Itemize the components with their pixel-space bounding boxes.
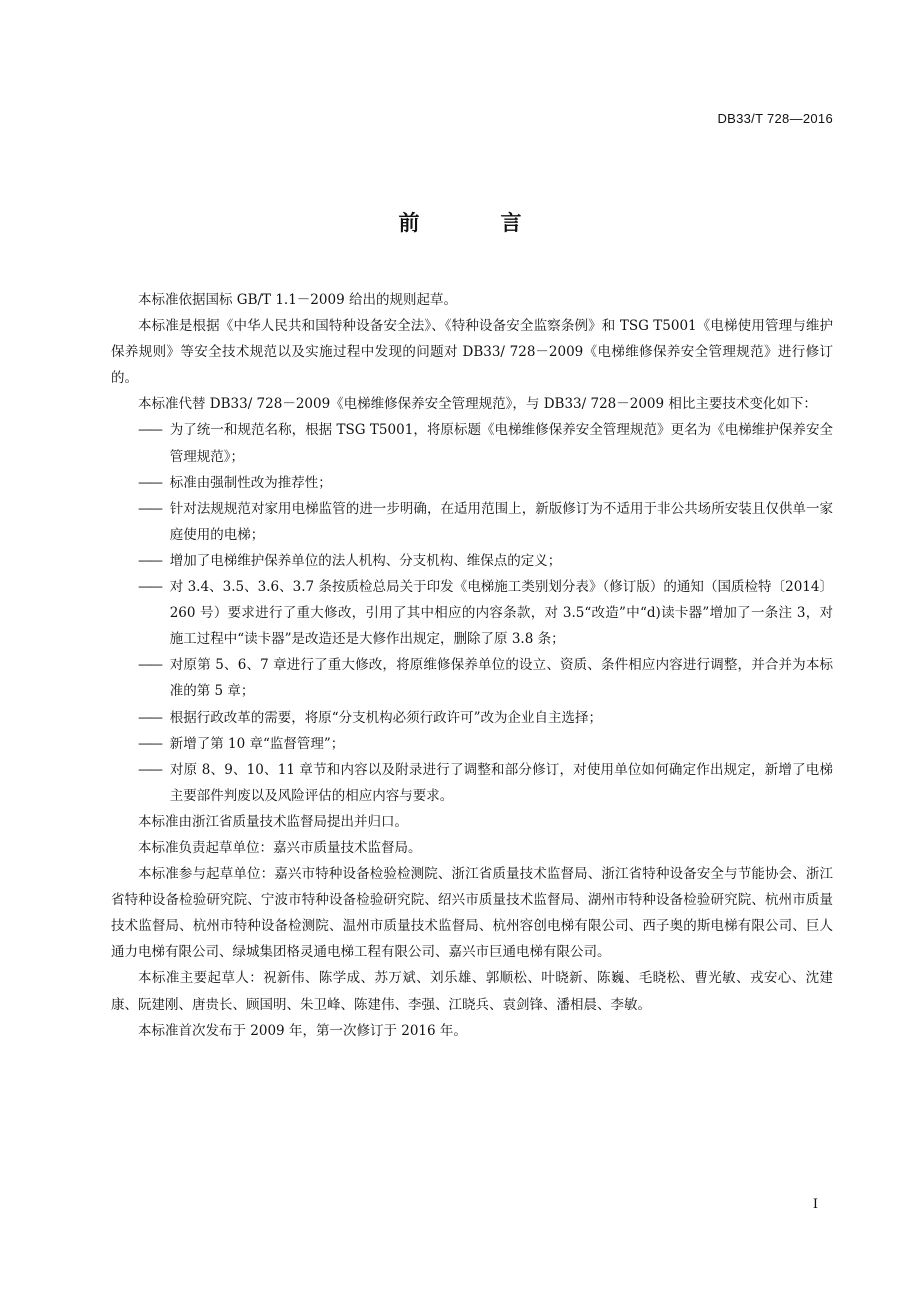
dash-marker: —— [138, 709, 161, 726]
change-item [138, 757, 833, 809]
change-item [138, 574, 833, 652]
change-item [138, 470, 833, 496]
change-item-text: 为了统一和规范名称，根据 TSG T5001，将原标题《电梯维修保养安全管理规范》更名为《电梯维护保养安全管理规范》； [169, 422, 833, 465]
change-item [138, 496, 833, 548]
change-item [138, 705, 833, 731]
paragraph: 本标准主要起草人：祝新伟、陈学成、苏万斌、刘乐雄、郭顺松、叶晓新、陈巍、毛晓松、曹光敏、戎安心、沈建康、阮建刚、唐贵长、顾国明、朱卫峰、陈建伟、李强、江晓兵、袁剑锋、潘相晨、李敏。 [111, 970, 833, 1013]
change-item-text: 对原第 5、6、7 章进行了重大修改，将原维修保养单位的设立、资质、条件相应内容进行调整，并合并为本标准的第 5 章； [169, 657, 833, 700]
change-item [138, 417, 833, 469]
paragraph: 本标准首次发布于 2009 年，第一次修订于 2016 年。 [138, 1022, 467, 1039]
change-item [138, 652, 833, 704]
change-item-text: 根据行政改革的需要，将原“分支机构必须行政许可”改为企业自主选择； [169, 709, 603, 726]
paragraph: 本标准负责起草单位：嘉兴市质量技术监督局。 [138, 839, 422, 856]
dash-marker: —— [138, 552, 161, 569]
document-code: DB33/T 728—2016 [717, 111, 833, 126]
paragraph: 本标准由浙江省质量技术监督局提出并归口。 [138, 813, 408, 830]
change-item-text: 新增了第 10 章“监督管理”； [169, 735, 345, 752]
change-item-text: 对原 8、9、10、11 章节和内容以及附录进行了调整和部分修订，对使用单位如何确定作出规定，新增了电梯主要部件判废以及风险评估的相应内容与要求。 [169, 761, 833, 804]
document-body [111, 287, 833, 1044]
change-item-text: 增加了电梯维护保养单位的法人机构、分支机构、维保点的定义； [169, 552, 562, 569]
change-item-text: 针对法规规范对家用电梯监管的进一步明确，在适用范围上，新版修订为不适用于非公共场所安装且仅供单一家庭使用的电梯； [169, 500, 833, 543]
page-title: 前 言 [398, 211, 552, 235]
paragraph: 本标准参与起草单位：嘉兴市特种设备检验检测院、浙江省质量技术监督局、浙江省特种设备安全与节能协会、浙江省特种设备检验研究院、宁波市特种设备检验研究院、绍兴市质量技术监督局、湖州市特种设备检验研究院、杭州市质量技术监督局、杭州市特种设备检测院、温州市质量技术监督局、杭州容创电梯有限公司、西子奥的斯电梯有限公司、巨人通力电梯有限公司、绿城集团格灵通电梯工程有限公司、嘉兴市巨通电梯有限公司。 [111, 866, 833, 961]
dash-marker: —— [138, 474, 161, 491]
dash-marker: —— [138, 422, 161, 439]
paragraph: 本标准是根据《中华人民共和国特种设备安全法》、《特种设备安全监察条例》和 TSG T5001《电梯使用管理与维护保养规则》等安全技术规范以及实施过程中发现的问题对 DB33/ 728－2009《电梯维修保养安全管理规范》进行修订的。 [111, 318, 833, 387]
dash-marker: —— [138, 579, 161, 596]
page-number: I [812, 1197, 818, 1212]
dash-marker: —— [138, 735, 161, 752]
dash-marker: —— [138, 500, 161, 517]
change-item-text: 对 3.4、3.5、3.6、3.7 条按质检总局关于印发《电梯施工类别划分表》（修订版）的通知（国质检特〔2014〕260 号）要求进行了重大修改，引用了其中相应的内容条款，对 3.5“改造”中“d)读卡器”增加了一条注 3，对施工过程中“读卡器”是改造还是大修作出规定，删除了原 3.8 条； [169, 579, 833, 648]
dash-marker: —— [138, 657, 161, 674]
dash-marker: —— [138, 761, 161, 778]
change-item-text: 标准由强制性改为推荐性； [169, 474, 332, 491]
change-item [138, 548, 833, 574]
paragraph: 本标准依据国标 GB/T 1.1－2009 给出的规则起草。 [138, 292, 457, 308]
paragraph: 本标准代替 DB33/ 728－2009《电梯维修保养安全管理规范》，与 DB33/ 728－2009 相比主要技术变化如下： [138, 396, 817, 413]
change-item [138, 731, 833, 757]
